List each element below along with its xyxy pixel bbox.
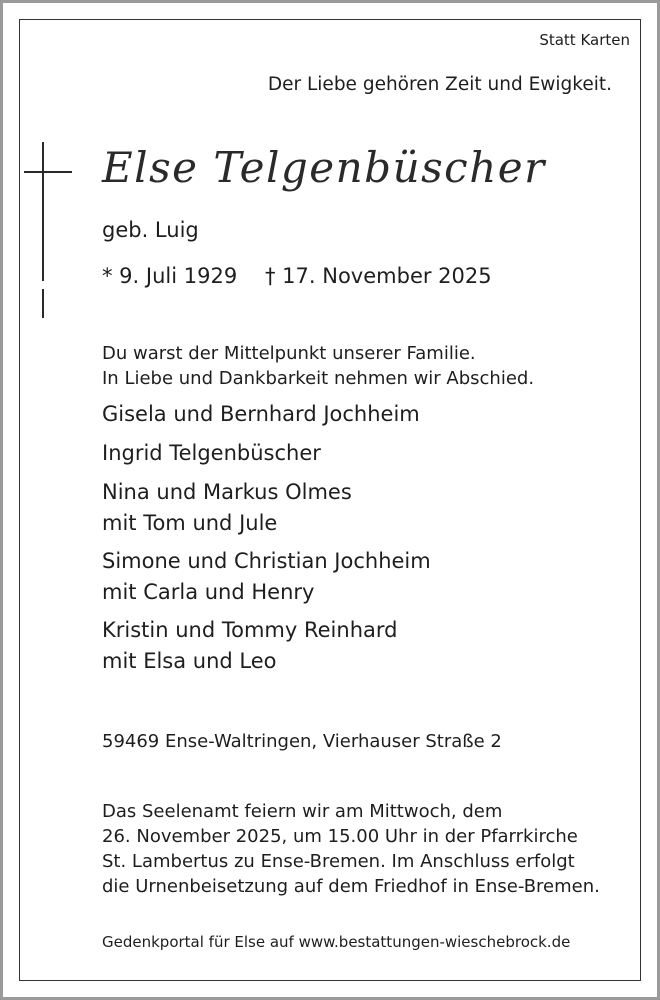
birth-name: geb. Luig bbox=[102, 218, 199, 242]
mourner-name: Kristin und Tommy Reinhard bbox=[102, 618, 398, 642]
statt-karten-label: Statt Karten bbox=[539, 31, 630, 49]
death-date: † 17. November 2025 bbox=[265, 264, 492, 288]
intro-line: Du warst der Mittelpunkt unserer Familie. bbox=[102, 343, 476, 364]
cross-icon bbox=[42, 142, 44, 318]
mourner-name: Ingrid Telgenbüscher bbox=[102, 441, 321, 465]
deceased-name: Else Telgenbüscher bbox=[102, 143, 546, 192]
mourner-name: Gisela und Bernhard Jochheim bbox=[102, 402, 420, 426]
service-line: St. Lambertus zu Ense-Bremen. Im Anschluss erfolgt bbox=[102, 851, 575, 872]
birth-date: * 9. Juli 1929 bbox=[102, 264, 238, 288]
service-line: Das Seelenamt feiern wir am Mittwoch, dem bbox=[102, 801, 503, 822]
address: 59469 Ense-Waltringen, Vierhauser Straße 2 bbox=[102, 731, 502, 752]
mourner-name: Nina und Markus Olmes bbox=[102, 480, 352, 504]
service-line: 26. November 2025, um 15.00 Uhr in der Pfarrkirche bbox=[102, 826, 578, 847]
memorial-portal-link[interactable]: Gedenkportal für Else auf www.bestattungen-wieschebrock.de bbox=[102, 933, 571, 951]
service-line: die Urnenbeisetzung auf dem Friedhof in Ense-Bremen. bbox=[102, 876, 600, 897]
intro-line: In Liebe und Dankbarkeit nehmen wir Abschied. bbox=[102, 368, 535, 389]
mourner-children: mit Carla und Henry bbox=[102, 580, 315, 604]
mourner-children: mit Elsa und Leo bbox=[102, 649, 277, 673]
mourner-name: Simone und Christian Jochheim bbox=[102, 549, 431, 573]
mourner-children: mit Tom und Jule bbox=[102, 511, 278, 535]
motto: Der Liebe gehören Zeit und Ewigkeit. bbox=[267, 74, 612, 95]
cross-icon-crossbar bbox=[24, 171, 72, 173]
cross-icon-gap bbox=[40, 281, 46, 289]
